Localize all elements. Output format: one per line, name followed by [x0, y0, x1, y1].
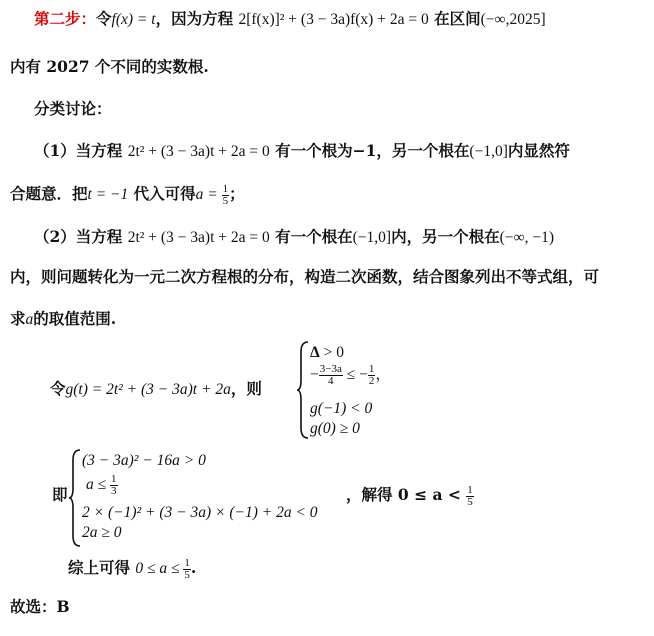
left-brace-1	[296, 340, 310, 440]
system1-lead: 令g(t) = 2t² + (3 − 3a)t + 2a，则	[50, 379, 262, 398]
left-brace-2	[68, 448, 82, 548]
problem-condition: 内有 2027 个不同的实数根.	[10, 57, 209, 76]
step-line: 第二步：令f(x) = t，因为方程 2[f(x)]² + (3 − 3a)f(x) + 2a = 0 在区间(−∞,2025]	[34, 9, 546, 28]
case1-line1: （1）当方程 2t² + (3 − 3a)t + 2a = 0 有一个根为−1，另一个根在(−1,0]内显然符	[34, 141, 570, 160]
case2-line1: （2）当方程 2t² + (3 − 3a)t + 2a = 0 有一个根在(−1,0]内，另一个根在(−∞, −1)	[34, 227, 554, 246]
axis-condition: − $\frac{3-3a}{4}$ ≤ − $\frac{1}{2}$ ，	[310, 362, 391, 387]
delta-condition: Δ > 0	[310, 344, 344, 361]
case2-line3: 求a的取值范围.	[10, 309, 117, 328]
answer: 故选：B	[10, 597, 70, 616]
case1-line2: 合题意．把t = −1 代入可得a = $\frac{1}{5}$ ；	[10, 182, 245, 207]
system2-lead: 即	[52, 485, 68, 504]
case2-line2: 内，则问题转化为一元二次方程根的分布，构造二次函数，结合图象列出不等式组，可	[10, 267, 600, 286]
g0-condition: g(0) ≥ 0	[310, 420, 360, 437]
step-label: 第二步：	[34, 9, 97, 28]
discriminant-condition: (3 − 3a)² − 16a > 0	[82, 452, 206, 469]
fraction: $\frac{1}{5}$	[222, 182, 229, 207]
substitution-condition: 2 × (−1)² + (3 − 3a) × (−1) + 2a < 0	[82, 504, 318, 521]
system2-solution: ，解得 0 ≤ a < $\frac{1}{5}$	[346, 483, 473, 508]
a-bound-condition: a ≤ $\frac{1}{3}$	[86, 473, 117, 497]
conclusion: 综上可得 0 ≤ a ≤ $\frac{1}{5}$ .	[68, 556, 197, 581]
g-neg1-condition: g(−1) < 0	[310, 400, 373, 417]
nonneg-condition: 2a ≥ 0	[82, 524, 122, 541]
classify-heading: 分类讨论：	[34, 99, 112, 118]
